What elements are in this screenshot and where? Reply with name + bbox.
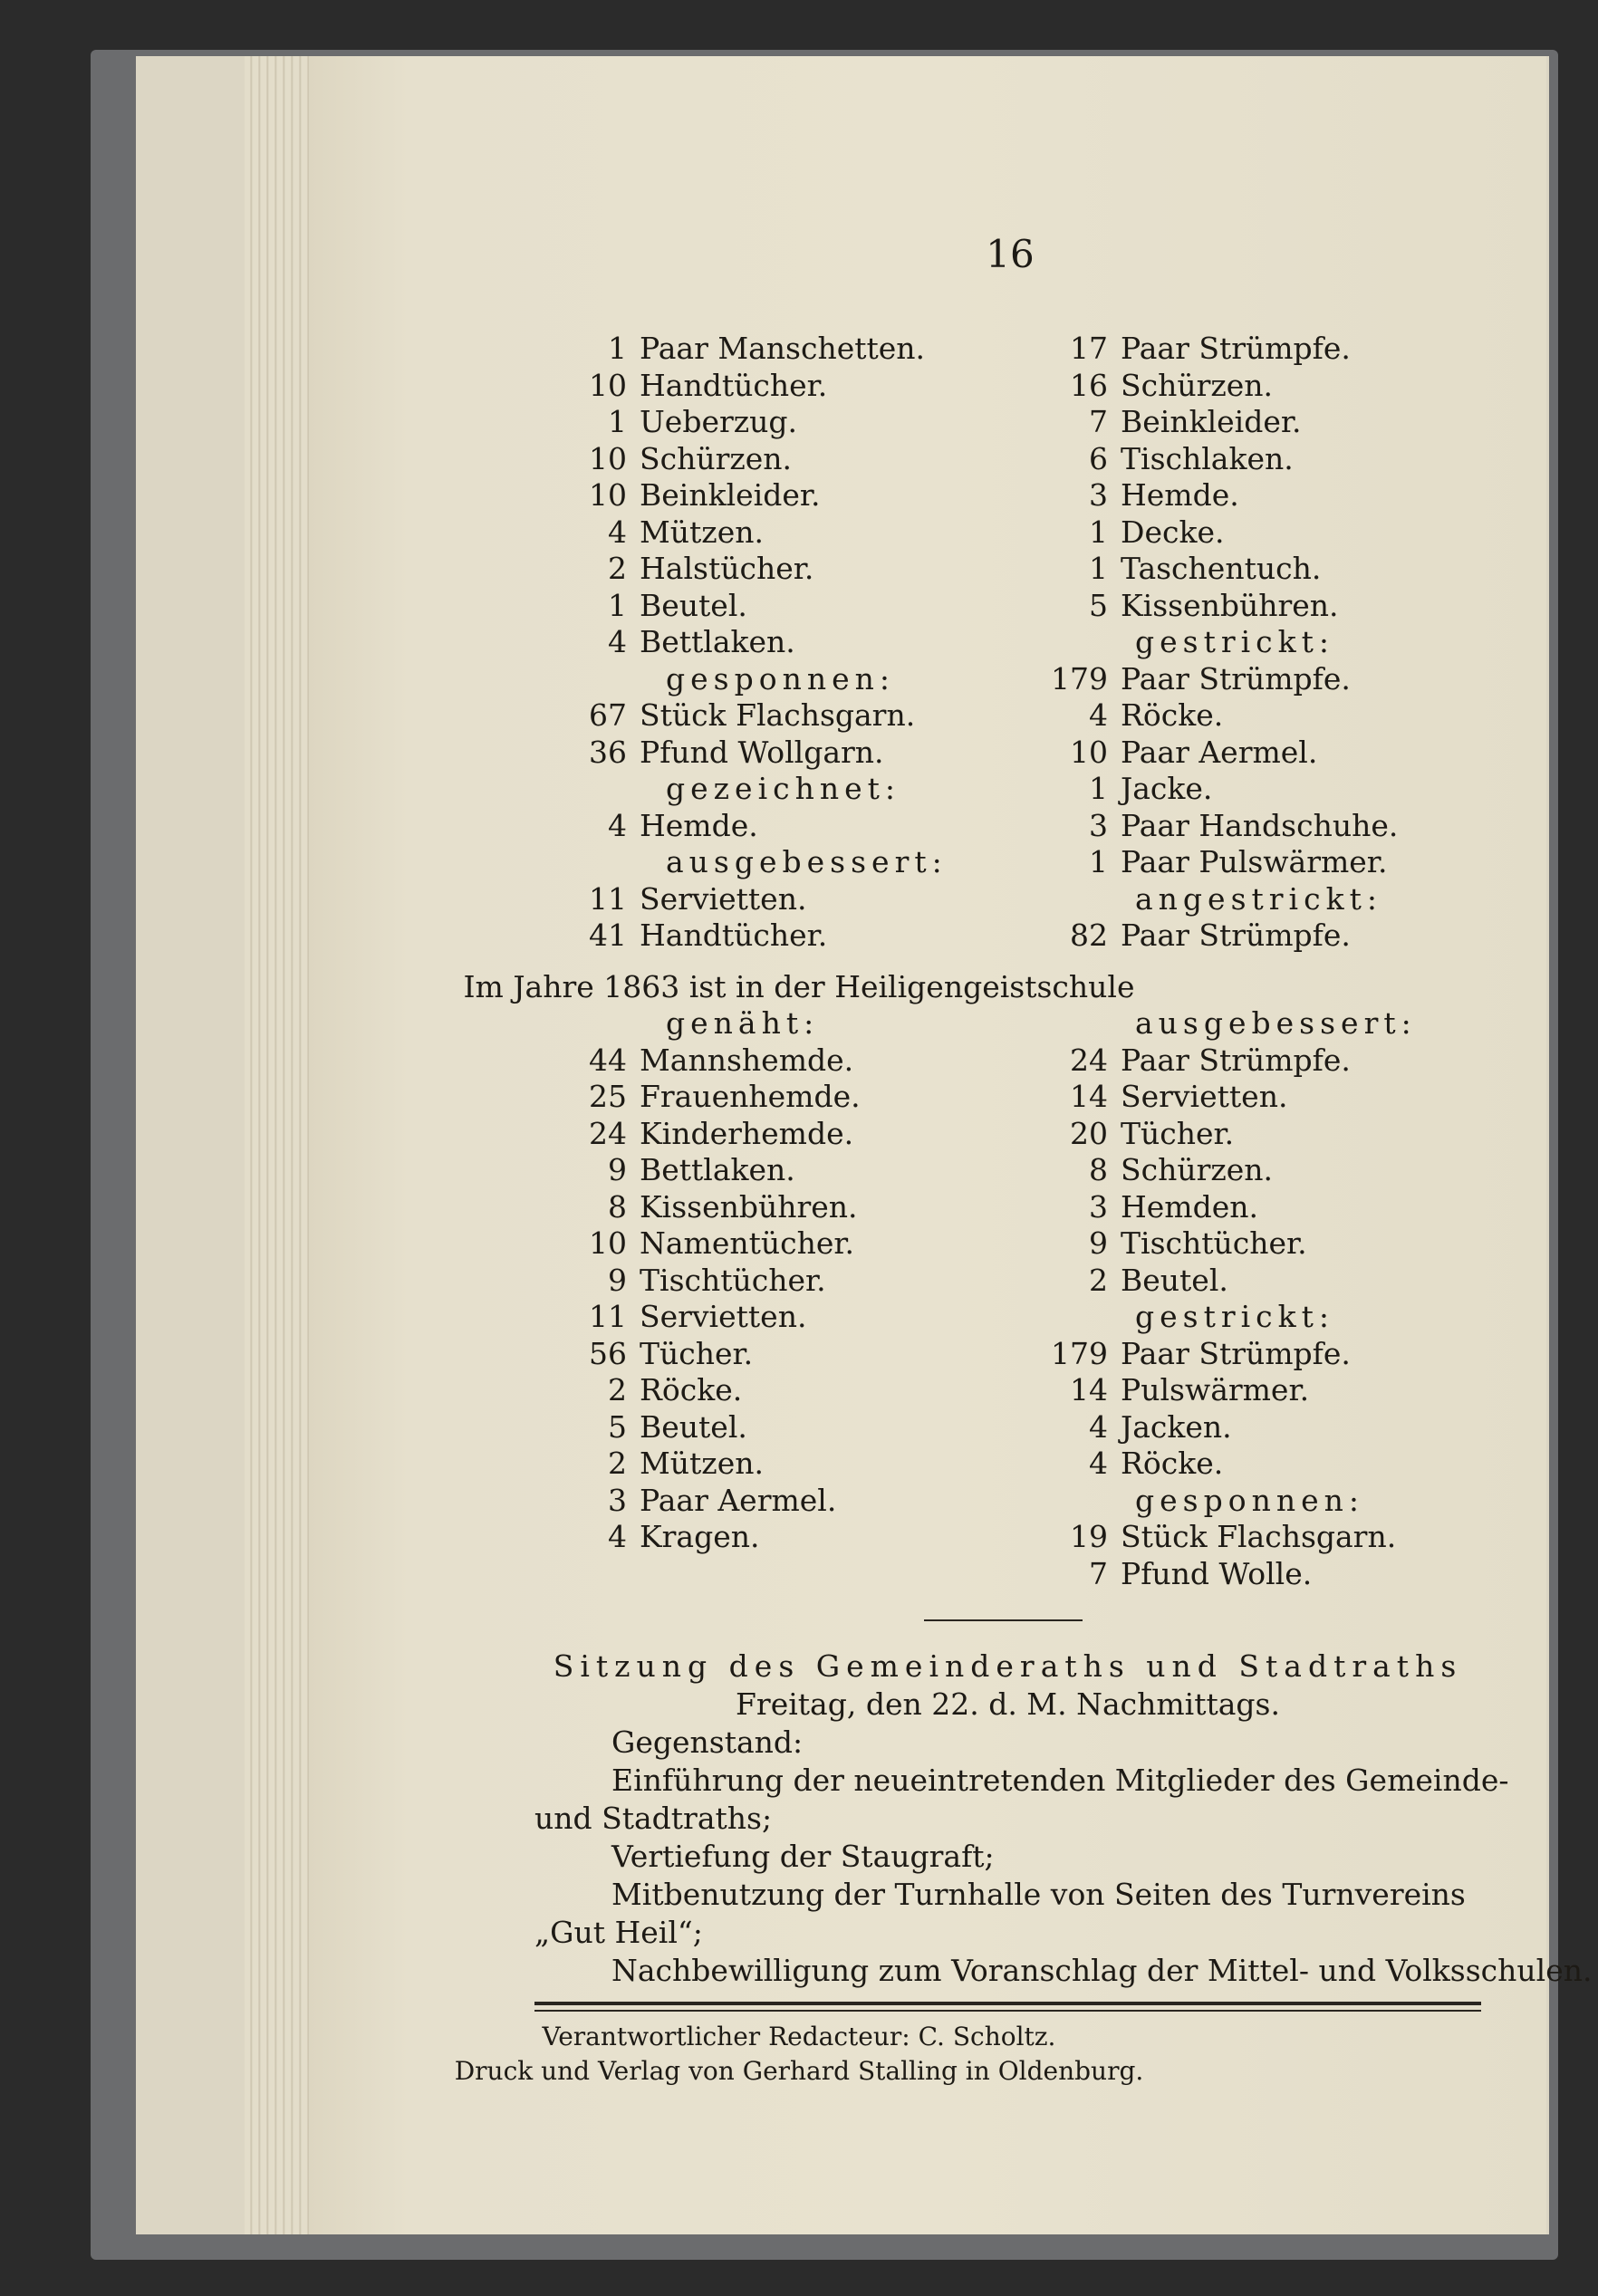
list-item xyxy=(580,697,948,735)
list-item xyxy=(1028,735,1398,772)
item-description: Röcke. xyxy=(1121,697,1224,733)
list-item xyxy=(580,441,948,478)
item-quantity: 9 xyxy=(608,1262,627,1298)
item-description: Beinkleider. xyxy=(640,477,821,513)
item-quantity: 10 xyxy=(589,440,627,476)
item-quantity: 4 xyxy=(608,514,627,550)
item-quantity: 14 xyxy=(1070,1079,1108,1114)
item-description: Schürzen. xyxy=(1121,367,1274,403)
item-description: Jacken. xyxy=(1121,1408,1232,1445)
list-item xyxy=(580,588,948,625)
page-number: 16 xyxy=(986,232,1035,276)
item-quantity: 3 xyxy=(1089,1188,1108,1225)
item-quantity: 8 xyxy=(608,1188,627,1225)
item-description: Paar Strümpfe. xyxy=(1121,1042,1351,1078)
list-item xyxy=(580,1483,861,1520)
section-heading-text: genäht: xyxy=(666,1005,820,1041)
item-quantity: 10 xyxy=(589,1225,627,1261)
list-item xyxy=(1028,1556,1417,1593)
item-quantity: 4 xyxy=(608,624,627,659)
item-description: Jacke. xyxy=(1121,771,1213,806)
item-description: Paar Aermel. xyxy=(640,1482,837,1518)
item-description: Halstücher. xyxy=(640,551,814,586)
item-description: Mützen. xyxy=(640,1446,764,1481)
item-quantity: 19 xyxy=(1070,1519,1108,1554)
list-item xyxy=(1028,514,1398,552)
top-right-column xyxy=(1028,331,1398,955)
section-divider xyxy=(924,1619,1083,1621)
item-description: Frauenhemde. xyxy=(640,1079,861,1114)
section-heading-text: ausgebessert: xyxy=(1135,1005,1417,1041)
item-quantity: 82 xyxy=(1070,917,1108,953)
list-item xyxy=(580,624,948,661)
item-quantity: 2 xyxy=(608,1372,627,1407)
list-item xyxy=(1028,551,1398,588)
section-heading-text: gezeichnet: xyxy=(666,771,901,806)
list-item xyxy=(1028,404,1398,441)
item-quantity: 14 xyxy=(1070,1372,1108,1407)
item-description: Servietten. xyxy=(640,880,807,917)
item-quantity: 179 xyxy=(1051,660,1108,696)
double-rule-top xyxy=(534,2002,1481,2005)
item-quantity: 10 xyxy=(589,477,627,513)
item-description: Beutel. xyxy=(640,587,747,623)
item-description: Beinkleider. xyxy=(1121,404,1302,439)
section-heading xyxy=(1028,1483,1417,1520)
list-item xyxy=(1028,477,1398,514)
item-quantity: 9 xyxy=(608,1152,627,1187)
item-quantity: 41 xyxy=(589,917,627,953)
item-description: Handtücher. xyxy=(640,917,828,953)
section-heading xyxy=(580,771,948,808)
list-item xyxy=(1028,1409,1417,1446)
item-description: Beutel. xyxy=(1121,1262,1228,1298)
item-quantity: 20 xyxy=(1070,1115,1108,1151)
item-description: Paar Strümpfe. xyxy=(1121,1335,1351,1371)
agenda-item-1: Einführung der neueintretenden Mitglieder des Gemeinde- xyxy=(611,1763,1509,1798)
item-description: Hemde. xyxy=(1121,477,1239,513)
item-quantity: 2 xyxy=(608,551,627,586)
section-heading-text: gestrickt: xyxy=(1135,1299,1335,1334)
list-item xyxy=(580,735,948,772)
list-item xyxy=(1028,1225,1417,1263)
editor-credit: Verantwortlicher Redacteur: C. Scholtz. xyxy=(542,2022,1056,2051)
list-item xyxy=(580,1409,861,1446)
item-quantity: 4 xyxy=(1089,1446,1108,1481)
item-quantity: 11 xyxy=(589,880,627,917)
meeting-date: Freitag, den 22. d. M. Nachmittags. xyxy=(736,1686,1280,1722)
item-quantity: 7 xyxy=(1089,404,1108,439)
item-description: Handtücher. xyxy=(640,367,828,403)
list-item xyxy=(1028,844,1398,881)
list-item xyxy=(580,1189,861,1226)
list-item xyxy=(580,1116,861,1153)
list-item xyxy=(1028,588,1398,625)
list-item xyxy=(1028,771,1398,808)
list-item xyxy=(1028,1336,1417,1373)
list-item xyxy=(580,551,948,588)
section-heading xyxy=(580,661,948,698)
item-quantity: 1 xyxy=(608,404,627,439)
item-quantity: 44 xyxy=(589,1042,627,1078)
section-heading-text: gesponnen: xyxy=(666,660,895,696)
section-heading xyxy=(580,844,948,881)
item-description: Paar Handschuhe. xyxy=(1121,807,1399,843)
item-description: Decke. xyxy=(1121,514,1225,550)
item-description: Tücher. xyxy=(640,1335,754,1371)
item-quantity: 24 xyxy=(589,1115,627,1151)
item-description: Paar Strümpfe. xyxy=(1121,917,1351,953)
item-description: Tischtücher. xyxy=(640,1262,826,1298)
item-description: Servietten. xyxy=(640,1299,807,1334)
list-item xyxy=(1028,1519,1417,1556)
item-quantity: 4 xyxy=(1089,1408,1108,1445)
item-quantity: 2 xyxy=(608,1446,627,1481)
bottom-right-column xyxy=(1028,1005,1417,1592)
list-item xyxy=(1028,1446,1417,1483)
item-quantity: 4 xyxy=(608,1519,627,1554)
item-quantity: 3 xyxy=(608,1482,627,1518)
item-quantity: 1 xyxy=(1089,771,1108,806)
list-item xyxy=(580,477,948,514)
section-heading-text: gestrickt: xyxy=(1135,624,1335,659)
section-heading-text: gesponnen: xyxy=(1135,1482,1364,1518)
list-item xyxy=(580,1336,861,1373)
agenda-item-4: Nachbewilligung zum Voranschlag der Mittel- und Volksschulen. xyxy=(611,1953,1593,1988)
page-edges xyxy=(245,56,310,2234)
list-item xyxy=(580,1079,861,1116)
list-item xyxy=(580,1299,861,1336)
item-description: Tischtücher. xyxy=(1121,1225,1307,1261)
item-description: Röcke. xyxy=(640,1372,743,1407)
bottom-left-column xyxy=(580,1005,861,1556)
item-description: Stück Flachsgarn. xyxy=(1121,1519,1397,1554)
meeting-title: Sitzung des Gemeinderaths und Stadtraths xyxy=(553,1648,1463,1684)
item-quantity: 1 xyxy=(1089,551,1108,586)
printer-credit: Druck und Verlag von Gerhard Stalling in Oldenburg. xyxy=(454,2056,1144,2086)
list-item xyxy=(580,1152,861,1189)
section-heading xyxy=(580,1005,861,1042)
list-item xyxy=(1028,368,1398,405)
item-description: Tücher. xyxy=(1121,1115,1235,1151)
item-quantity: 2 xyxy=(1089,1262,1108,1298)
item-description: Namentücher. xyxy=(640,1225,855,1261)
list-item xyxy=(1028,331,1398,368)
item-description: Hemden. xyxy=(1121,1188,1258,1225)
item-quantity: 179 xyxy=(1051,1335,1108,1371)
section-heading xyxy=(1028,1005,1417,1042)
item-quantity: 16 xyxy=(1070,367,1108,403)
item-quantity: 3 xyxy=(1089,807,1108,843)
item-quantity: 17 xyxy=(1070,331,1108,366)
item-quantity: 7 xyxy=(1089,1555,1108,1591)
list-item xyxy=(580,1446,861,1483)
list-item xyxy=(1028,1152,1417,1189)
list-item xyxy=(580,881,948,918)
item-description: Paar Strümpfe. xyxy=(1121,331,1351,366)
item-description: Bettlaken. xyxy=(640,624,795,659)
list-item xyxy=(1028,1263,1417,1300)
item-quantity: 5 xyxy=(1089,587,1108,623)
section-heading-text: ausgebessert: xyxy=(666,844,948,879)
item-quantity: 10 xyxy=(589,367,627,403)
item-quantity: 6 xyxy=(1089,440,1108,476)
item-quantity: 1 xyxy=(1089,844,1108,879)
section-heading xyxy=(1028,624,1398,661)
item-quantity: 4 xyxy=(1089,697,1108,733)
list-item xyxy=(1028,1116,1417,1153)
item-quantity: 25 xyxy=(589,1079,627,1114)
list-item xyxy=(580,808,948,845)
list-item xyxy=(1028,1372,1417,1409)
item-quantity: 8 xyxy=(1089,1152,1108,1187)
item-description: Pulswärmer. xyxy=(1121,1372,1310,1407)
agenda-item-1-cont: und Stadtraths; xyxy=(534,1801,773,1836)
item-description: Röcke. xyxy=(1121,1446,1224,1481)
list-item xyxy=(580,1042,861,1080)
list-item xyxy=(580,1519,861,1556)
list-item xyxy=(580,917,948,955)
item-description: Tischlaken. xyxy=(1121,440,1294,476)
list-item xyxy=(580,331,948,368)
item-description: Servietten. xyxy=(1121,1079,1288,1114)
double-rule-bottom xyxy=(534,2010,1481,2012)
item-description: Kinderhemde. xyxy=(640,1115,854,1151)
item-quantity: 1 xyxy=(608,331,627,366)
item-quantity: 1 xyxy=(608,587,627,623)
item-description: Beutel. xyxy=(640,1408,747,1445)
list-item xyxy=(580,404,948,441)
item-description: Paar Pulswärmer. xyxy=(1121,844,1388,879)
item-description: Schürzen. xyxy=(1121,1152,1274,1187)
item-quantity: 1 xyxy=(1089,514,1108,550)
top-left-column xyxy=(580,331,948,955)
item-description: Kragen. xyxy=(640,1519,760,1554)
list-item xyxy=(1028,1042,1417,1080)
agenda-item-3: Mitbenutzung der Turnhalle von Seiten des Turnvereins xyxy=(611,1877,1466,1912)
item-description: Mannshemde. xyxy=(640,1042,854,1078)
item-description: Paar Strümpfe. xyxy=(1121,660,1351,696)
item-description: Paar Aermel. xyxy=(1121,734,1318,770)
item-quantity: 36 xyxy=(589,734,627,770)
list-item xyxy=(1028,441,1398,478)
item-quantity: 10 xyxy=(1070,734,1108,770)
subject-label: Gegenstand: xyxy=(611,1724,804,1760)
section-heading-text: angestrickt: xyxy=(1135,880,1382,917)
item-quantity: 4 xyxy=(608,807,627,843)
item-description: Pfund Wollgarn. xyxy=(640,734,884,770)
item-description: Hemde. xyxy=(640,807,758,843)
item-quantity: 9 xyxy=(1089,1225,1108,1261)
item-description: Kissenbühren. xyxy=(640,1188,858,1225)
year-heading: Im Jahre 1863 ist in der Heiligengeistschule xyxy=(463,969,1135,1004)
item-description: Bettlaken. xyxy=(640,1152,795,1187)
list-item xyxy=(1028,808,1398,845)
list-item xyxy=(1028,661,1398,698)
list-item xyxy=(1028,1079,1417,1116)
list-item xyxy=(580,1372,861,1409)
item-quantity: 56 xyxy=(589,1335,627,1371)
item-quantity: 5 xyxy=(608,1408,627,1445)
item-description: Stück Flachsgarn. xyxy=(640,697,916,733)
item-description: Taschentuch. xyxy=(1121,551,1322,586)
section-heading xyxy=(1028,881,1398,918)
list-item xyxy=(580,368,948,405)
list-item xyxy=(1028,1189,1417,1226)
list-item xyxy=(580,1225,861,1263)
item-quantity: 67 xyxy=(589,697,627,733)
list-item xyxy=(580,514,948,552)
item-description: Schürzen. xyxy=(640,440,793,476)
list-item xyxy=(1028,697,1398,735)
item-description: Ueberzug. xyxy=(640,404,798,439)
item-quantity: 11 xyxy=(589,1299,627,1334)
item-description: Paar Manschetten. xyxy=(640,331,926,366)
item-description: Mützen. xyxy=(640,514,764,550)
agenda-item-2: Vertiefung der Staugraft; xyxy=(611,1839,995,1874)
list-item xyxy=(580,1263,861,1300)
agenda-item-3-cont: „Gut Heil“; xyxy=(534,1915,703,1950)
section-heading xyxy=(1028,1299,1417,1336)
item-description: Kissenbühren. xyxy=(1121,587,1339,623)
item-quantity: 3 xyxy=(1089,477,1108,513)
item-quantity: 24 xyxy=(1070,1042,1108,1078)
list-item xyxy=(1028,917,1398,955)
item-description: Pfund Wolle. xyxy=(1121,1555,1313,1591)
